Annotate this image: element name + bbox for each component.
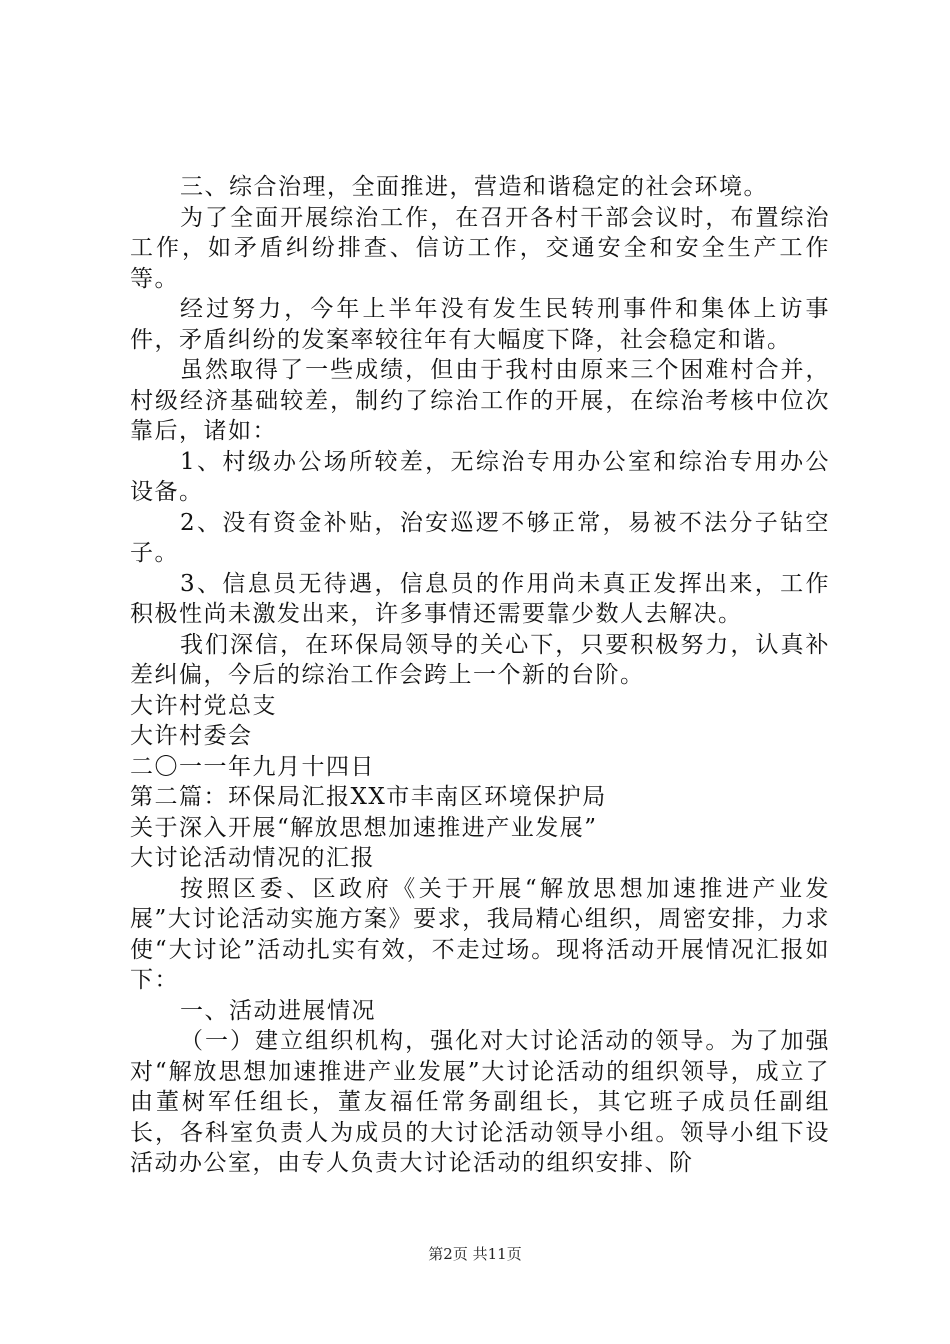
paragraph: （一）建立组织机构，强化对大讨论活动的领导。为了加强对“解放思想加速推进产业发展”大讨论活动的组织领导，成立了由董树军任组长，董友福任常务副组长，其它班子成员任副组长，各科室负责人为成员的大讨论活动领导小组。领导小组下设活动办公室，由专人负责大讨论活动的组织安排、阶: [130, 1028, 830, 1176]
list-item: 2、没有资金补贴，治安巡逻不够正常，易被不法分子钻空子。: [130, 509, 830, 566]
page-number-footer: 第2页 共11页: [428, 1245, 522, 1263]
paragraph: 按照区委、区政府《关于开展“解放思想加速推进产业发展”大讨论活动实施方案》要求，我局精心组织，周密安排，力求使“大讨论”活动扎实有效，不走过场。现将活动开展情况汇报如下：: [130, 875, 830, 993]
paragraph: 我们深信，在环保局领导的关心下，只要积极努力，认真补差纠偏，今后的综治工作会跨上一个新的台阶。: [130, 631, 830, 688]
report-title-line-1: 关于深入开展“解放思想加速推进产业发展”: [130, 814, 598, 841]
report-title-line-2: 大讨论活动情况的汇报: [130, 845, 375, 871]
list-item: 1、村级办公场所较差，无综治专用办公室和综治专用办公设备。: [130, 448, 830, 505]
chapter-title: 第二篇：环保局汇报XX市丰南区环境保护局: [130, 784, 607, 810]
list-item: 3、信息员无待遇，信息员的作用尚未真正发挥出来，工作积极性尚未激发出来，许多事情还需要靠少数人去解决。: [130, 570, 830, 627]
paragraph: 为了全面开展综治工作，在召开各村干部会议时，布置综治工作，如矛盾纠纷排查、信访工作，交通安全和安全生产工作等。: [130, 204, 830, 292]
paragraph: 经过努力，今年上半年没有发生民转刑事件和集体上访事件，矛盾纠纷的发案率较往年有大幅度下降，社会稳定和谐。: [130, 296, 830, 353]
section-heading-1: 一、活动进展情况: [180, 997, 376, 1024]
signature-party-branch: 大许村党总支: [130, 692, 277, 719]
paragraph: 虽然取得了一些成绩，但由于我村由原来三个困难村合并，村级经济基础较差，制约了综治工作的开展，在综治考核中位次靠后，诸如：: [130, 357, 830, 444]
section-heading-3: 三、综合治理，全面推进，营造和谐稳定的社会环境。: [180, 174, 768, 200]
signature-village-committee: 大许村委会: [130, 723, 253, 749]
signature-date: 二〇一一年九月十四日: [130, 753, 375, 780]
document-body: [130, 172, 830, 1179]
